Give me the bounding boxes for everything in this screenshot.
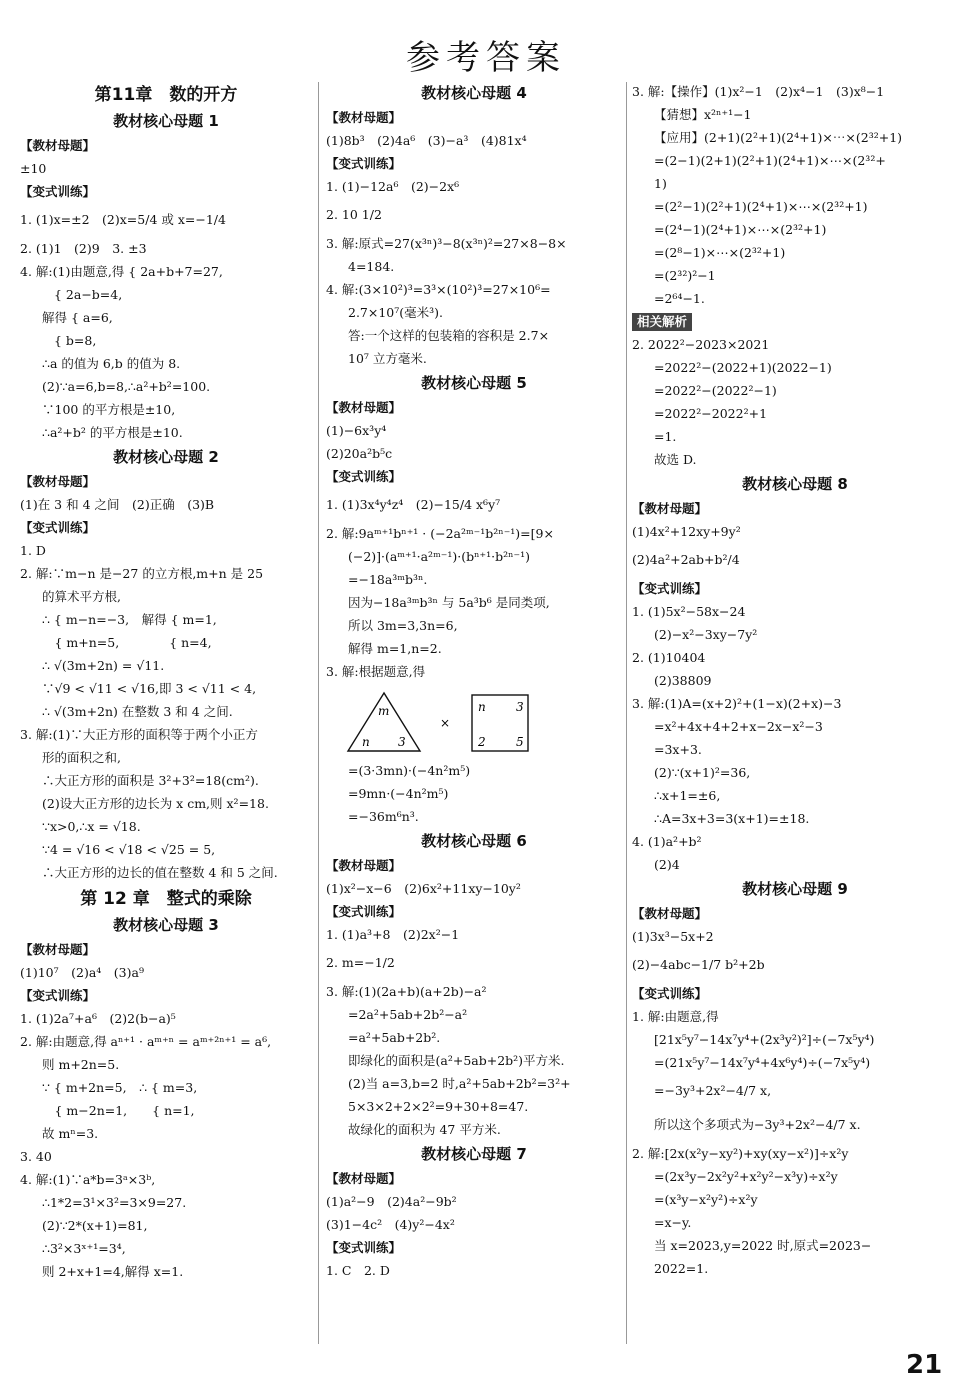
answer-line: 2. 解:由题意,得 aⁿ⁺¹ · aᵐ⁺ⁿ = aᵐ⁺²ⁿ⁺¹ = a⁶, (20, 1034, 272, 1049)
answer-line: ∴A=3x+3=3(x+1)=±18. (654, 811, 810, 826)
answer-line: =x−y. (654, 1215, 692, 1230)
section-label: 【变式训练】 (326, 156, 402, 171)
answer-line: (1)3x³−5x+2 (632, 929, 714, 944)
answer-line: 4. 解:(3×10²)³=3³×(10²)³=27×10⁶= (326, 282, 551, 297)
answer-line: =x²+4x+4+2+x−2x−x²−3 (654, 719, 823, 734)
triangle-shape (348, 693, 420, 751)
answer-line: ∵100 的平方根是±10, (42, 402, 176, 417)
answer-line: (1)−6x³y⁴ (326, 423, 387, 438)
answer-line: (1)10⁷ (2)a⁴ (3)a⁹ (20, 965, 144, 980)
section-heading: 教材核心母题 6 (421, 832, 527, 850)
answer-line: 的算术平方根, (42, 589, 121, 604)
answer-line: 5×3×2+2×2²=9+30+8=47. (348, 1099, 529, 1114)
answer-line: [21x⁵y⁷−14x⁷y⁴+(2x³y²)²]÷(−7x⁵y⁴) (654, 1032, 875, 1047)
section-label: 【变式训练】 (20, 988, 96, 1003)
section-label: 【变式训练】 (326, 904, 402, 919)
answer-line: 2022=1. (654, 1261, 709, 1276)
answer-line: 2. 解:9aᵐ⁺¹bⁿ⁺¹ · (−2a²ᵐ⁻¹b²ⁿ⁻¹)=[9× (326, 526, 554, 541)
section-label: 【变式训练】 (632, 581, 708, 596)
answer-line: 2.7×10⁷(毫米³). (348, 305, 444, 320)
answer-line: =2022²−2022²+1 (654, 406, 768, 421)
section-label: 【变式训练】 (20, 520, 96, 535)
answer-line: 2. 10 1/2 (326, 207, 382, 222)
section-label: 【教材母题】 (20, 942, 96, 957)
section-heading: 教材核心母题 3 (113, 916, 219, 934)
answer-line: 4. (1)a²+b² (632, 834, 702, 849)
answer-line: (2)20a²b⁵c (326, 446, 393, 461)
answer-line: ∴a²+b² 的平方根是±10. (42, 425, 183, 440)
answer-line: 1) (654, 176, 667, 191)
section-heading: 教材核心母题 4 (421, 84, 527, 102)
answer-line: 10⁷ 立方毫米. (348, 351, 427, 366)
answer-line: =(2⁸−1)×⋯×(2³²+1) (654, 245, 786, 260)
times-sign: × (440, 716, 451, 730)
section-heading: 教材核心母题 8 (742, 475, 848, 493)
answer-line: { m−2n=1, { n=1, (42, 1103, 195, 1118)
answer-line: 3. 解:(1)∵大正方形的面积等于两个小正方 (20, 727, 258, 742)
triangle-left-label: n (362, 735, 370, 749)
section-heading: 教材核心母题 2 (113, 448, 219, 466)
answer-line: ∴1*2=3¹×3²=3×9=27. (42, 1195, 187, 1210)
section-heading: 教材核心母题 5 (421, 374, 527, 392)
answer-line: (1)在 3 和 4 之间 (2)正确 (3)B (20, 497, 215, 512)
chapter-heading: 第11章 数的开方 (94, 85, 238, 105)
answer-line: 【应用】(2+1)(2²+1)(2⁴+1)×⋯×(2³²+1) (654, 130, 903, 145)
answer-line: 1. (1)a³+8 (2)2x²−1 (326, 927, 460, 942)
answer-line: =3x+3. (654, 742, 702, 757)
answer-line: (3)1−4c² (4)y²−4x² (326, 1217, 455, 1232)
answer-line: =−36m⁶n³. (348, 809, 419, 824)
answer-line: =(2²−1)(2²+1)(2⁴+1)×⋯×(2³²+1) (654, 199, 868, 214)
triangle-times-square-figure (326, 689, 622, 755)
square-top-right-label: 3 (516, 700, 524, 714)
answer-line: 故 mⁿ=3. (42, 1126, 99, 1141)
answer-line: =9mn·(−4n²m⁵) (348, 786, 449, 801)
answer-line: 1. C 2. D (326, 1263, 390, 1278)
answer-line: 答:一个这样的包装箱的容积是 2.7× (348, 328, 550, 343)
answer-line: 1. (1)5x²−58x−24 (632, 604, 746, 619)
answer-line: 2. 解:[2x(x²y−xy²)+xy(xy−x²)]÷x²y (632, 1146, 849, 1161)
answer-line: (1)8b³ (2)4a⁶ (3)−a³ (4)81x⁴ (326, 133, 527, 148)
answer-line: 1. (1)3x⁴y⁴z⁴ (2)−15/4 x⁶y⁷ (326, 497, 501, 512)
answer-line: (2)−4abc−1/7 b²+2b (632, 957, 765, 972)
section-heading: 教材核心母题 7 (421, 1145, 527, 1163)
answer-line: 解得 m=1,n=2. (348, 641, 442, 656)
answer-line: 3. 40 (20, 1149, 52, 1164)
square-bottom-left-label: 2 (478, 735, 486, 749)
answer-line: (2)4a²+2ab+b²/4 (632, 552, 740, 567)
answer-line: 2. 解:∵m−n 是−27 的立方根,m+n 是 25 (20, 566, 264, 581)
answer-line: (1)a²−9 (2)4a²−9b² (326, 1194, 457, 1209)
answer-line: =2022²−(2022²−1) (654, 383, 777, 398)
section-label: 【教材母题】 (632, 501, 708, 516)
answer-line: 故选 D. (654, 452, 697, 467)
answer-line: =a²+5ab+2b². (348, 1030, 441, 1045)
section-label: 【变式训练】 (20, 184, 96, 199)
answer-line: 形的面积之和, (42, 750, 121, 765)
section-label: 【教材母题】 (326, 858, 402, 873)
answer-line: ∴ √(3m+2n) 在整数 3 和 4 之间. (42, 704, 233, 719)
answer-line: 3. 解:原式=27(x³ⁿ)³−8(x³ⁿ)²=27×8−8× (326, 236, 567, 251)
answer-line: =1. (654, 429, 677, 444)
section-heading: 教材核心母题 1 (113, 112, 219, 130)
section-label: 【教材母题】 (326, 400, 402, 415)
chapter-heading: 第 12 章 整式的乘除 (80, 889, 252, 909)
answer-line: 1. D (20, 543, 46, 558)
answer-line: ±10 (20, 161, 47, 176)
answer-line: =2⁶⁴−1. (654, 291, 705, 306)
answer-column-1 (20, 80, 312, 1283)
section-label: 【变式训练】 (326, 1240, 402, 1255)
answer-line: (1)4x²+12xy+9y² (632, 524, 741, 539)
answer-line: 因为−18a³ᵐb³ⁿ 与 5a³b⁶ 是同类项, (348, 595, 550, 610)
answer-line: =(3·3mn)·(−4n²m⁵) (348, 763, 471, 778)
answer-line: ∵√9 < √11 < √16,即 3 < √11 < 4, (42, 681, 257, 696)
answer-line: =(2−1)(2+1)(2²+1)(2⁴+1)×⋯×(2³²+ (654, 153, 886, 168)
answer-line: 即绿化的面积是(a²+5ab+2b²)平方米. (348, 1053, 565, 1068)
answer-line: ∴a 的值为 6,b 的值为 8. (42, 356, 181, 371)
answer-line: { m+n=5, { n=4, (42, 635, 212, 650)
answer-line: 故绿化的面积为 47 平方米. (348, 1122, 501, 1137)
answer-line: 3. 解:(1)(2a+b)(a+2b)−a² (326, 984, 487, 999)
column-divider (318, 82, 319, 1344)
section-label: 【教材母题】 (20, 474, 96, 489)
answer-line: { 2a−b=4, (54, 287, 123, 302)
answer-line: ∵x>0,∴x = √18. (42, 819, 141, 834)
column-divider (626, 82, 627, 1344)
answer-line: =(2x³y−2x²y²+x²y²−x³y)÷x²y (654, 1169, 838, 1184)
answer-line: 1. (1)2a⁷+a⁶ (2)2(b−a)⁵ (20, 1011, 176, 1026)
answer-line: 4. 解:(1)由题意,得 { 2a+b+7=27, (20, 264, 223, 279)
answer-line: 当 x=2023,y=2022 时,原式=2023− (654, 1238, 872, 1253)
answer-line: (2)4 (654, 857, 680, 872)
related-analysis-label: 相关解析 (632, 313, 692, 331)
answer-line: (2)∵a=6,b=8,∴a²+b²=100. (42, 379, 211, 394)
answer-line: (2)−x²−3xy−7y² (654, 627, 758, 642)
square-top-left-label: n (478, 700, 486, 714)
answer-line: =(21x⁵y⁷−14x⁷y⁴+4x⁶y⁴)÷(−7x⁵y⁴) (654, 1055, 871, 1070)
page-number: 21 (906, 1350, 943, 1380)
answer-line: 则 m+2n=5. (42, 1057, 120, 1072)
answer-line: 2. (1)1 (2)9 3. ±3 (20, 241, 147, 256)
answer-line: 3. 解:【操作】(1)x²−1 (2)x⁴−1 (3)x⁸−1 (632, 84, 885, 99)
answer-line: 1. (1)−12a⁶ (2)−2x⁶ (326, 179, 460, 194)
answer-line: 3. 解:根据题意,得 (326, 664, 426, 679)
answer-line: ∴大正方形的边长的值在整数 4 和 5 之间. (42, 865, 278, 880)
answer-line: ∴x+1=±6, (654, 788, 721, 803)
answer-line: 4=184. (348, 259, 395, 274)
triangle-top-label: m (378, 704, 390, 718)
answer-line: (−2)]·(aᵐ⁺¹·a²ᵐ⁻¹)·(bⁿ⁺¹·b²ⁿ⁻¹) (348, 549, 530, 564)
answer-line: (2)设大正方形的边长为 x cm,则 x²=18. (42, 796, 269, 811)
answer-line: 1. 解:由题意,得 (632, 1009, 719, 1024)
answer-line: ∴ √(3m+2n) = √11. (42, 658, 165, 673)
section-heading: 教材核心母题 9 (742, 880, 848, 898)
section-label: 【教材母题】 (326, 110, 402, 125)
answer-line: 解得 { a=6, (42, 310, 113, 325)
answer-line: =−3y³+2x²−4/7 x, (654, 1083, 772, 1098)
section-label: 【变式训练】 (632, 986, 708, 1001)
square-bottom-right-label: 5 (516, 735, 524, 749)
section-label: 【变式训练】 (326, 469, 402, 484)
answer-line: 【猜想】x²ⁿ⁺¹−1 (654, 107, 752, 122)
answer-line: 所以 3m=3,3n=6, (348, 618, 458, 633)
answer-line: (2)∵(x+1)²=36, (654, 765, 751, 780)
triangle-right-label: 3 (398, 735, 406, 749)
page-title: 参考答案 (406, 38, 566, 78)
answer-line: { b=8, (54, 333, 97, 348)
answer-line: 4. 解:(1)∵a*b=3ᵃ×3ᵇ, (20, 1172, 156, 1187)
answer-line: (2)当 a=3,b=2 时,a²+5ab+2b²=3²+ (348, 1076, 571, 1091)
related-analysis-row (632, 310, 958, 333)
answer-line: =(2⁴−1)(2⁴+1)×⋯×(2³²+1) (654, 222, 827, 237)
answer-line: ∴大正方形的面积是 3²+3²=18(cm²). (42, 773, 259, 788)
section-label: 【教材母题】 (632, 906, 708, 921)
section-label: 【教材母题】 (326, 1171, 402, 1186)
answer-line: 2. m=−1/2 (326, 955, 395, 970)
answer-line: ∵4 = √16 < √18 < √25 = 5, (42, 842, 216, 857)
answer-line: =(x³y−x²y²)÷x²y (654, 1192, 758, 1207)
section-label: 【教材母题】 (20, 138, 96, 153)
answer-line: (2)∵2*(x+1)=81, (42, 1218, 148, 1233)
answer-line: =−18a³ᵐb³ⁿ. (348, 572, 428, 587)
answer-line: 2. 2022²−2023×2021 (632, 337, 770, 352)
answer-line: 则 2+x+1=4,解得 x=1. (42, 1264, 184, 1279)
answer-line: 所以这个多项式为−3y³+2x²−4/7 x. (654, 1117, 861, 1132)
answer-column-2 (326, 80, 622, 1282)
figure-svg (326, 689, 566, 755)
answer-line: ∴3²×3ˣ⁺¹=3⁴, (42, 1241, 126, 1256)
answer-line: (2)38809 (654, 673, 712, 688)
answer-line: (1)x²−x−6 (2)6x²+11xy−10y² (326, 881, 521, 896)
answer-line: =2022²−(2022+1)(2022−1) (654, 360, 832, 375)
answer-line: ∵ { m+2n=5, ∴ { m=3, (42, 1080, 198, 1095)
answer-line: ∴ { m−n=−3, 解得 { m=1, (42, 612, 217, 627)
answer-column-3 (632, 80, 958, 1280)
answer-line: 3. 解:(1)A=(x+2)²+(1−x)(2+x)−3 (632, 696, 842, 711)
answer-line: 1. (1)x=±2 (2)x=5/4 或 x=−1/4 (20, 212, 226, 227)
answer-line: =2a²+5ab+2b²−a² (348, 1007, 468, 1022)
answer-line: 2. (1)10404 (632, 650, 706, 665)
answer-line: =(2³²)²−1 (654, 268, 716, 283)
